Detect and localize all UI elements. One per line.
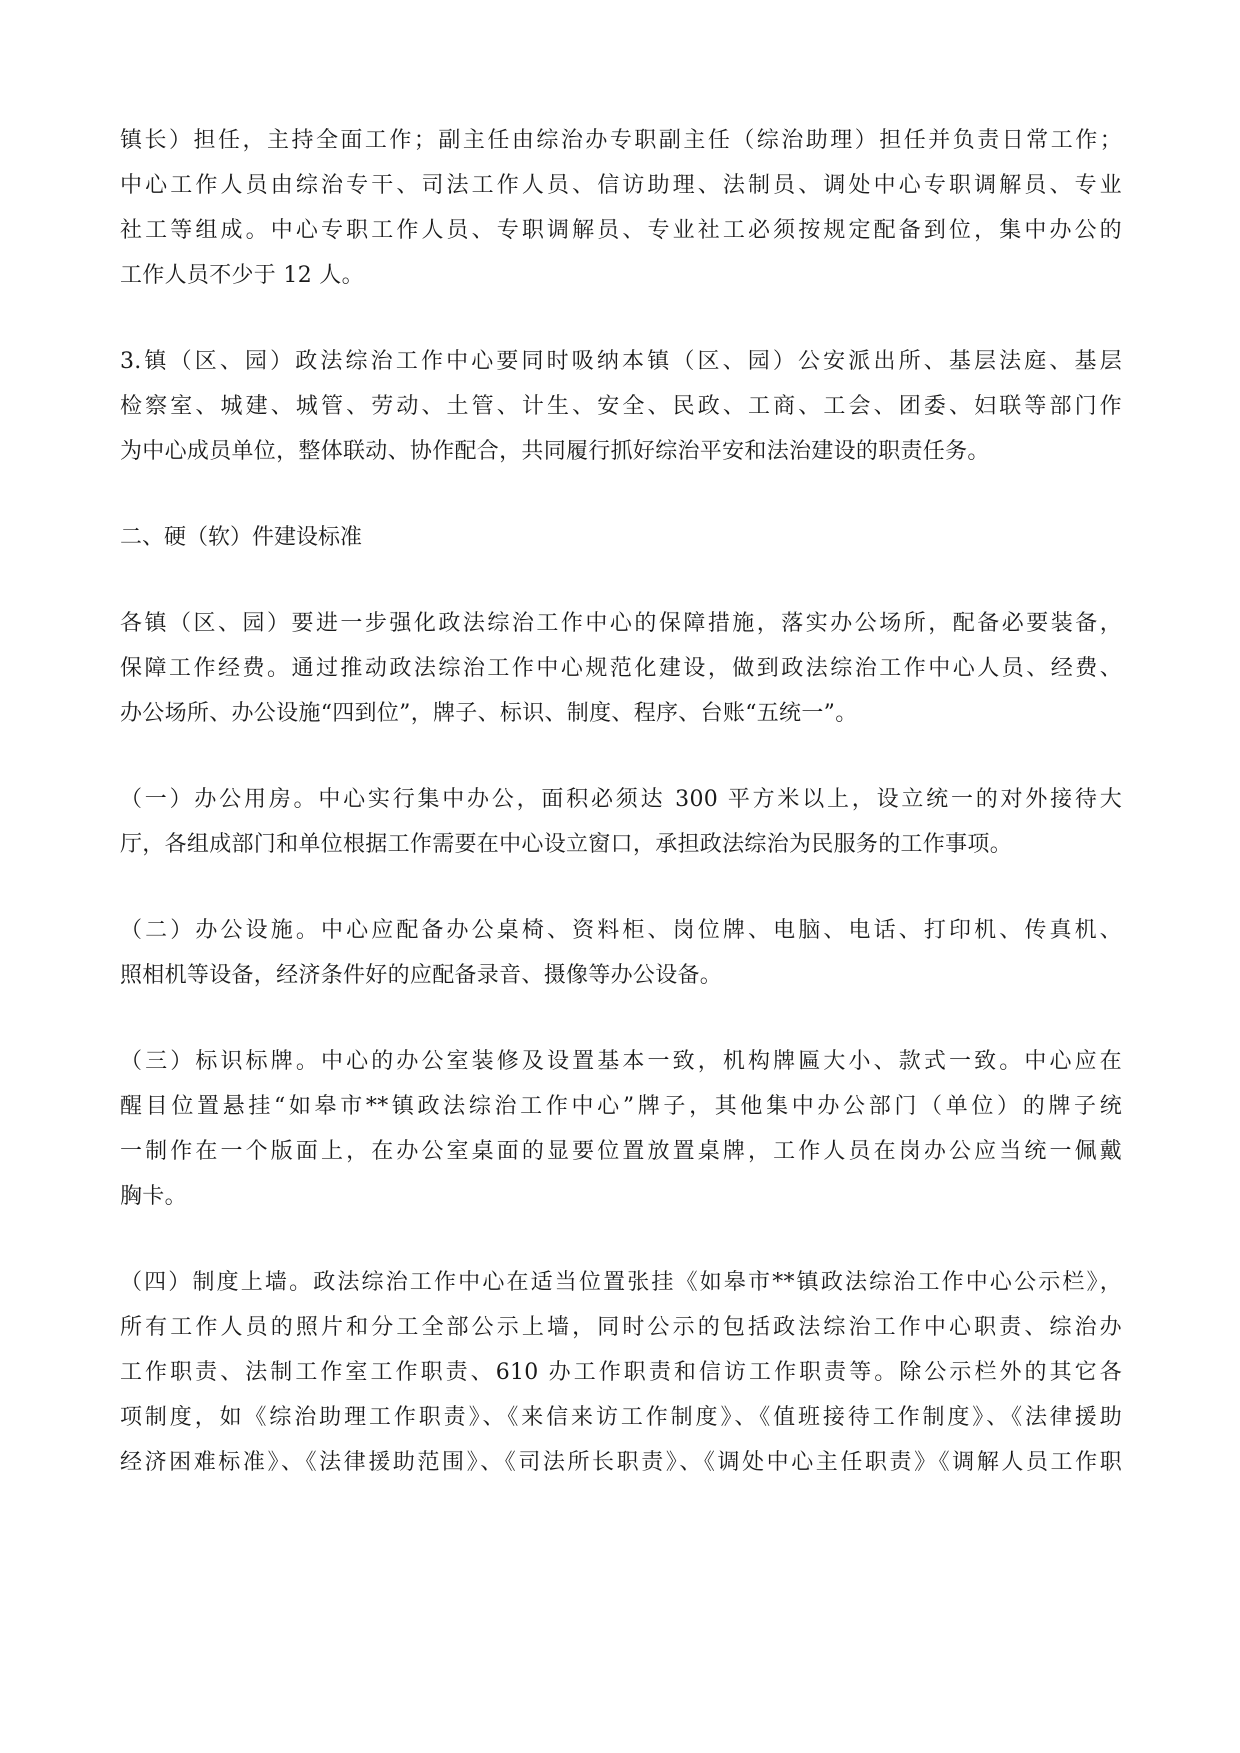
text-line: 工作人员不少于 12 人。: [120, 263, 364, 288]
text-line: 检察室、城建、城管、劳动、土管、计生、安全、民政、工商、工会、团委、妇联等部门作: [120, 394, 1122, 419]
section-heading: 二、硬（软）件建设标准: [120, 525, 363, 550]
paragraph-rules-posting: [120, 1260, 1122, 1485]
text-line: 为中心成员单位，整体联动、协作配合，共同履行抓好综治平安和法治建设的职责任务。: [120, 439, 990, 464]
text-line: 厅，各组成部门和单位根据工作需要在中心设立窗口，承担政法综治为民服务的工作事项。: [120, 832, 1013, 857]
text-line: 镇长）担任，主持全面工作；副主任由综治办专职副主任（综治助理）担任并负责日常工作；: [120, 128, 1122, 153]
text-line: 醒目位置悬挂“如皋市**镇政法综治工作中心”牌子，其他集中办公部门（单位）的牌子统: [120, 1094, 1122, 1119]
text-line: （一）办公用房。中心实行集中办公，面积必须达 300 平方米以上，设立统一的对外接待大: [120, 787, 1122, 812]
paragraph-office-facilities: [120, 908, 1122, 998]
text-line: 项制度，如《综治助理工作职责》、《来信来访工作制度》、《值班接待工作制度》、《法律援助: [120, 1405, 1122, 1430]
text-line: 所有工作人员的照片和分工全部公示上墙，同时公示的包括政法综治工作中心职责、综治办: [120, 1315, 1122, 1340]
text-line: 中心工作人员由综治专干、司法工作人员、信访助理、法制员、调处中心专职调解员、专业: [120, 173, 1122, 198]
paragraph-staffing: [120, 118, 1122, 298]
text-line: （二）办公设施。中心应配备办公桌椅、资料柜、岗位牌、电脑、电话、打印机、传真机、: [120, 918, 1122, 943]
paragraph-signage: [120, 1039, 1122, 1219]
text-line: 经济困难标准》、《法律援助范围》、《司法所长职责》、《调处中心主任职责》《调解人员工作职: [120, 1450, 1122, 1475]
paragraph-office-space: [120, 777, 1122, 867]
document-body: [120, 118, 1122, 1526]
text-line: 照相机等设备，经济条件好的应配备录音、摄像等办公设备。: [120, 963, 723, 988]
text-line: 3.镇（区、园）政法综治工作中心要同时吸纳本镇（区、园）公安派出所、基层法庭、基层: [120, 349, 1122, 374]
paragraph-guarantee-measures: [120, 601, 1122, 736]
text-line: 工作职责、法制工作室工作职责、610 办工作职责和信访工作职责等。除公示栏外的其它各: [120, 1360, 1122, 1385]
text-line: 办公场所、办公设施“四到位”，牌子、标识、制度、程序、台账“五统一”。: [120, 701, 858, 726]
text-line: 一制作在一个版面上，在办公室桌面的显要位置放置桌牌，工作人员在岗办公应当统一佩戴: [120, 1139, 1122, 1164]
paragraph-member-units: [120, 339, 1122, 474]
text-line: 各镇（区、园）要进一步强化政法综治工作中心的保障措施，落实办公场所，配备必要装备，: [120, 611, 1122, 636]
text-line: （三）标识标牌。中心的办公室装修及设置基本一致，机构牌匾大小、款式一致。中心应在: [120, 1049, 1122, 1074]
text-line: （四）制度上墙。政法综治工作中心在适当位置张挂《如皋市**镇政法综治工作中心公示栏》，: [120, 1270, 1122, 1295]
text-line: 胸卡。: [120, 1184, 187, 1209]
text-line: 保障工作经费。通过推动政法综治工作中心规范化建设，做到政法综治工作中心人员、经费、: [120, 656, 1122, 681]
text-line: 社工等组成。中心专职工作人员、专职调解员、专业社工必须按规定配备到位，集中办公的: [120, 218, 1122, 243]
